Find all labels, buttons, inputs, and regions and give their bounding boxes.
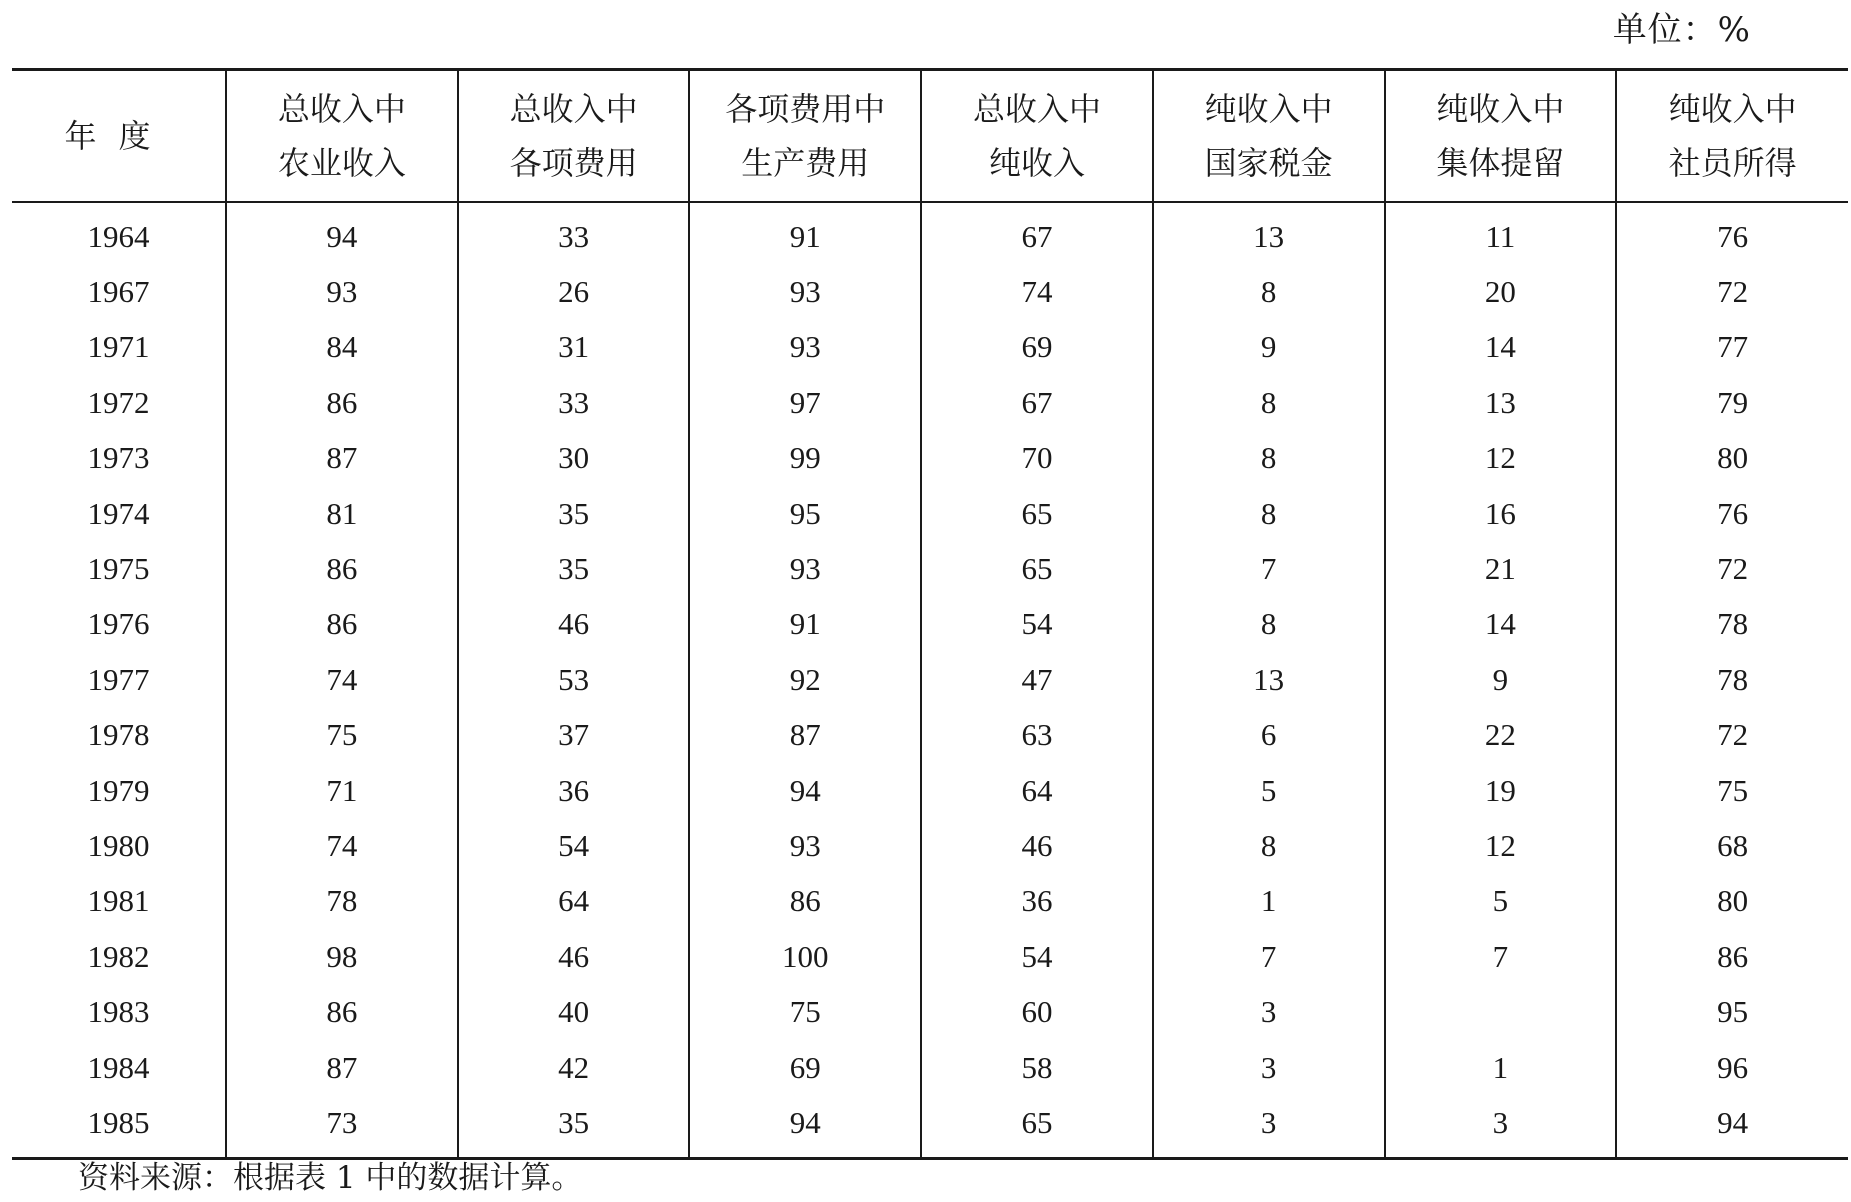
value-cell: 7 <box>1153 541 1385 596</box>
header-row <box>12 70 1848 203</box>
value-cell: 70 <box>921 431 1153 486</box>
value-cell: 79 <box>1616 375 1848 430</box>
value-cell: 54 <box>458 818 690 873</box>
value-cell: 42 <box>458 1040 690 1095</box>
value-cell: 58 <box>921 1040 1153 1095</box>
value-cell: 3 <box>1153 1095 1385 1158</box>
value-cell: 20 <box>1385 264 1617 319</box>
value-cell: 94 <box>689 763 921 818</box>
table-row <box>12 597 1848 652</box>
value-cell: 13 <box>1153 652 1385 707</box>
value-cell: 14 <box>1385 597 1617 652</box>
year-cell: 1964 <box>87 218 150 254</box>
value-cell: 7 <box>1153 929 1385 984</box>
value-cell: 3 <box>1385 1095 1617 1158</box>
column-header <box>689 70 921 203</box>
value-cell: 94 <box>1616 1095 1848 1158</box>
value-cell: 86 <box>226 597 458 652</box>
year-cell: 1975 <box>87 551 150 587</box>
value-cell: 37 <box>458 708 690 763</box>
value-cell: 81 <box>226 486 458 541</box>
year-cell: 1972 <box>87 384 150 420</box>
value-cell: 46 <box>458 929 690 984</box>
value-cell: 47 <box>921 652 1153 707</box>
value-cell: 68 <box>1616 818 1848 873</box>
table-row <box>12 929 1848 984</box>
value-cell: 76 <box>1616 202 1848 264</box>
value-cell: 94 <box>226 202 458 264</box>
value-cell: 93 <box>689 264 921 319</box>
table-row <box>12 320 1848 375</box>
column-header-line: 农业收入 <box>277 144 406 182</box>
value-cell: 86 <box>226 375 458 430</box>
value-cell: 87 <box>689 708 921 763</box>
value-cell: 75 <box>1616 763 1848 818</box>
value-cell: 22 <box>1385 708 1617 763</box>
year-cell: 1982 <box>87 938 150 974</box>
year-cell: 1973 <box>87 440 150 476</box>
value-cell: 63 <box>921 708 1153 763</box>
value-cell <box>1385 984 1617 1039</box>
column-header-line: 总收入中 <box>277 90 406 128</box>
value-cell: 87 <box>226 1040 458 1095</box>
value-cell: 13 <box>1153 202 1385 264</box>
value-cell: 96 <box>1616 1040 1848 1095</box>
value-cell: 80 <box>1616 431 1848 486</box>
value-cell: 75 <box>689 984 921 1039</box>
value-cell: 64 <box>921 763 1153 818</box>
value-cell: 93 <box>689 320 921 375</box>
year-cell: 1985 <box>87 1104 150 1140</box>
value-cell: 98 <box>226 929 458 984</box>
value-cell: 99 <box>689 431 921 486</box>
value-cell: 76 <box>1616 486 1848 541</box>
value-cell: 74 <box>226 818 458 873</box>
value-cell: 8 <box>1153 597 1385 652</box>
value-cell: 5 <box>1385 874 1617 929</box>
value-cell: 91 <box>689 597 921 652</box>
data-table-container <box>12 68 1848 1160</box>
value-cell: 86 <box>689 874 921 929</box>
year-cell: 1977 <box>87 661 150 697</box>
value-cell: 26 <box>458 264 690 319</box>
value-cell: 94 <box>689 1095 921 1158</box>
value-cell: 86 <box>226 541 458 596</box>
table-row <box>12 431 1848 486</box>
column-header-line: 总收入中 <box>972 90 1101 128</box>
value-cell: 36 <box>458 763 690 818</box>
column-header-line: 纯收入中 <box>1204 90 1333 128</box>
table-row <box>12 1040 1848 1095</box>
value-cell: 1 <box>1153 874 1385 929</box>
value-cell: 65 <box>921 486 1153 541</box>
value-cell: 65 <box>921 541 1153 596</box>
value-cell: 33 <box>458 202 690 264</box>
value-cell: 35 <box>458 1095 690 1158</box>
value-cell: 46 <box>458 597 690 652</box>
value-cell: 86 <box>226 984 458 1039</box>
value-cell: 53 <box>458 652 690 707</box>
table-header <box>12 70 1848 203</box>
value-cell: 1 <box>1385 1040 1617 1095</box>
data-table <box>12 68 1848 1160</box>
value-cell: 93 <box>689 818 921 873</box>
column-header-line: 各项费用 <box>509 144 638 182</box>
value-cell: 67 <box>921 202 1153 264</box>
value-cell: 93 <box>226 264 458 319</box>
column-header-line: 总收入中 <box>509 90 638 128</box>
column-header <box>226 70 458 203</box>
value-cell: 12 <box>1385 431 1617 486</box>
column-header-line: 纯收入中 <box>1436 90 1565 128</box>
table-row <box>12 652 1848 707</box>
value-cell: 36 <box>921 874 1153 929</box>
year-cell: 1983 <box>87 994 150 1030</box>
value-cell: 8 <box>1153 264 1385 319</box>
value-cell: 8 <box>1153 431 1385 486</box>
table-row <box>12 375 1848 430</box>
value-cell: 72 <box>1616 264 1848 319</box>
value-cell: 9 <box>1153 320 1385 375</box>
value-cell: 6 <box>1153 708 1385 763</box>
column-header-line: 纯收入 <box>988 144 1085 182</box>
value-cell: 21 <box>1385 541 1617 596</box>
year-cell: 1976 <box>87 606 150 642</box>
value-cell: 5 <box>1153 763 1385 818</box>
value-cell: 67 <box>921 375 1153 430</box>
value-cell: 72 <box>1616 541 1848 596</box>
value-cell: 87 <box>226 431 458 486</box>
value-cell: 78 <box>1616 652 1848 707</box>
value-cell: 3 <box>1153 1040 1385 1095</box>
value-cell: 8 <box>1153 818 1385 873</box>
value-cell: 91 <box>689 202 921 264</box>
value-cell: 46 <box>921 818 1153 873</box>
value-cell: 19 <box>1385 763 1617 818</box>
column-header-line: 年度 <box>64 117 173 155</box>
column-header <box>458 70 690 203</box>
year-cell: 1974 <box>87 495 150 531</box>
value-cell: 7 <box>1385 929 1617 984</box>
column-header <box>1153 70 1385 203</box>
value-cell: 8 <box>1153 375 1385 430</box>
column-header-year <box>12 70 226 203</box>
value-cell: 54 <box>921 929 1153 984</box>
value-cell: 92 <box>689 652 921 707</box>
source-note: 资料来源：根据表 1 中的数据计算。 <box>78 1160 583 1196</box>
value-cell: 74 <box>921 264 1153 319</box>
value-cell: 78 <box>226 874 458 929</box>
column-header-line: 社员所得 <box>1668 144 1797 182</box>
table-row <box>12 1095 1848 1158</box>
value-cell: 75 <box>226 708 458 763</box>
column-header-line: 各项费用中 <box>725 90 886 128</box>
value-cell: 54 <box>921 597 1153 652</box>
value-cell: 77 <box>1616 320 1848 375</box>
value-cell: 60 <box>921 984 1153 1039</box>
value-cell: 14 <box>1385 320 1617 375</box>
value-cell: 13 <box>1385 375 1617 430</box>
value-cell: 97 <box>689 375 921 430</box>
value-cell: 71 <box>226 763 458 818</box>
year-cell: 1979 <box>87 772 150 808</box>
value-cell: 30 <box>458 431 690 486</box>
column-header <box>1385 70 1617 203</box>
column-header <box>1616 70 1848 203</box>
value-cell: 74 <box>226 652 458 707</box>
value-cell: 72 <box>1616 708 1848 763</box>
value-cell: 73 <box>226 1095 458 1158</box>
year-cell: 1967 <box>87 274 150 310</box>
value-cell: 8 <box>1153 486 1385 541</box>
table-row <box>12 984 1848 1039</box>
value-cell: 64 <box>458 874 690 929</box>
year-cell: 1984 <box>87 1049 150 1085</box>
value-cell: 33 <box>458 375 690 430</box>
year-cell: 1971 <box>87 329 150 365</box>
column-header-line: 生产费用 <box>741 144 870 182</box>
column-header <box>921 70 1153 203</box>
value-cell: 31 <box>458 320 690 375</box>
table-row <box>12 202 1848 264</box>
table-row <box>12 763 1848 818</box>
value-cell: 40 <box>458 984 690 1039</box>
table-row <box>12 818 1848 873</box>
year-cell: 1981 <box>87 883 150 919</box>
year-cell: 1980 <box>87 827 150 863</box>
table-row <box>12 541 1848 596</box>
value-cell: 9 <box>1385 652 1617 707</box>
value-cell: 16 <box>1385 486 1617 541</box>
year-cell: 1978 <box>87 717 150 753</box>
value-cell: 35 <box>458 486 690 541</box>
value-cell: 93 <box>689 541 921 596</box>
column-header-line: 集体提留 <box>1436 144 1565 182</box>
value-cell: 86 <box>1616 929 1848 984</box>
value-cell: 95 <box>689 486 921 541</box>
table-body <box>12 202 1848 1158</box>
table-row <box>12 708 1848 763</box>
column-header-line: 纯收入中 <box>1668 90 1797 128</box>
value-cell: 95 <box>1616 984 1848 1039</box>
value-cell: 69 <box>689 1040 921 1095</box>
table-row <box>12 486 1848 541</box>
value-cell: 84 <box>226 320 458 375</box>
value-cell: 65 <box>921 1095 1153 1158</box>
table-row <box>12 874 1848 929</box>
column-header-line: 国家税金 <box>1204 144 1333 182</box>
value-cell: 3 <box>1153 984 1385 1039</box>
unit-label: 单位：% <box>1612 10 1751 50</box>
value-cell: 12 <box>1385 818 1617 873</box>
value-cell: 35 <box>458 541 690 596</box>
value-cell: 80 <box>1616 874 1848 929</box>
value-cell: 78 <box>1616 597 1848 652</box>
value-cell: 11 <box>1385 202 1617 264</box>
table-row <box>12 264 1848 319</box>
value-cell: 100 <box>689 929 921 984</box>
value-cell: 69 <box>921 320 1153 375</box>
